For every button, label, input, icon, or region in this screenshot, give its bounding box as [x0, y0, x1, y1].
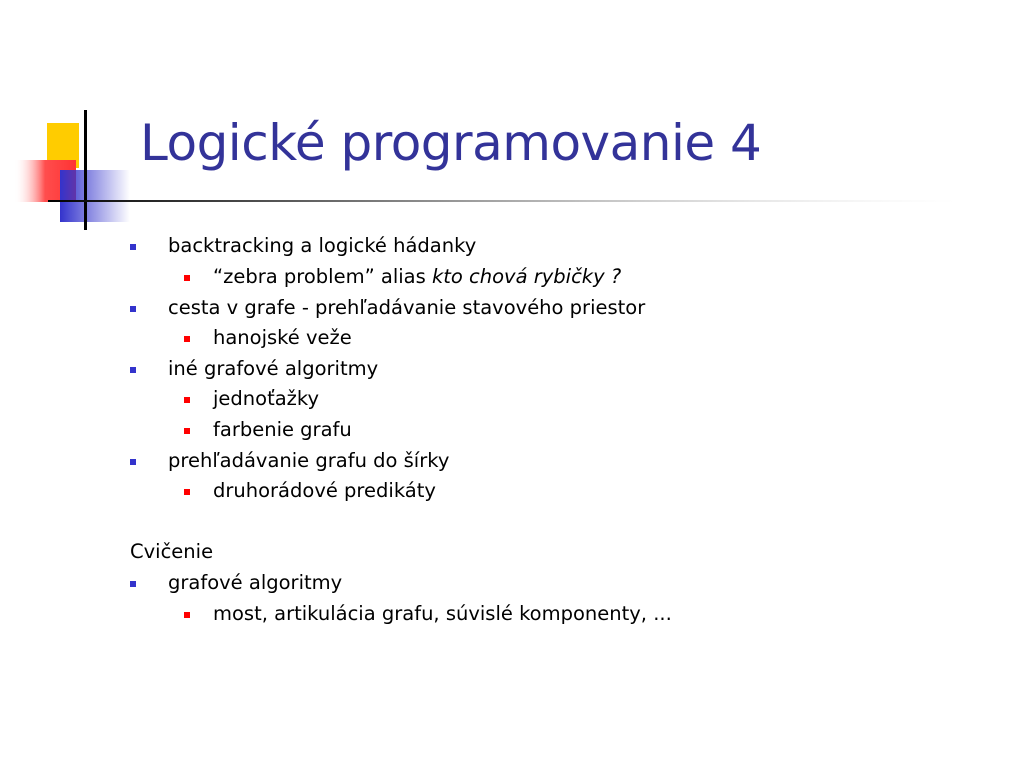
list-item: most, artikulácia grafu, súvislé komponenty, ... [213, 602, 672, 625]
bullet-marker [130, 367, 136, 373]
exercise-heading: Cvičenie [130, 540, 214, 563]
bullet-marker [184, 612, 190, 618]
list-item: prehľadávanie grafu do šírky [168, 449, 450, 472]
list-item: druhorádové predikáty [213, 479, 436, 502]
slide-title: Logické programovanie 4 [140, 114, 762, 172]
list-item-text: “zebra problem” alias [213, 265, 432, 288]
list-item: grafové algoritmy [168, 571, 343, 594]
list-item: iné grafové algoritmy [168, 357, 379, 380]
bullet-marker [184, 397, 190, 403]
list-item: jednoťažky [213, 387, 320, 410]
bullet-marker [130, 244, 136, 250]
list-item [213, 265, 621, 289]
bullet-marker [184, 275, 190, 281]
blue-square [60, 170, 130, 222]
bullet-marker [184, 336, 190, 342]
bullet-marker [130, 459, 136, 465]
bullet-marker [184, 489, 190, 495]
list-item: cesta v grafe - prehľadávanie stavového priestor [168, 296, 646, 319]
list-item: hanojské veže [213, 326, 352, 349]
vertical-rule [84, 110, 87, 230]
list-item-italic-text: kto chová rybičky ? [431, 265, 622, 288]
horizontal-rule [48, 200, 958, 202]
bullet-marker [130, 581, 136, 587]
bullet-marker [130, 306, 136, 312]
list-item: farbenie grafu [213, 418, 352, 441]
bullet-marker [184, 428, 190, 434]
list-item: backtracking a logické hádanky [168, 234, 477, 257]
